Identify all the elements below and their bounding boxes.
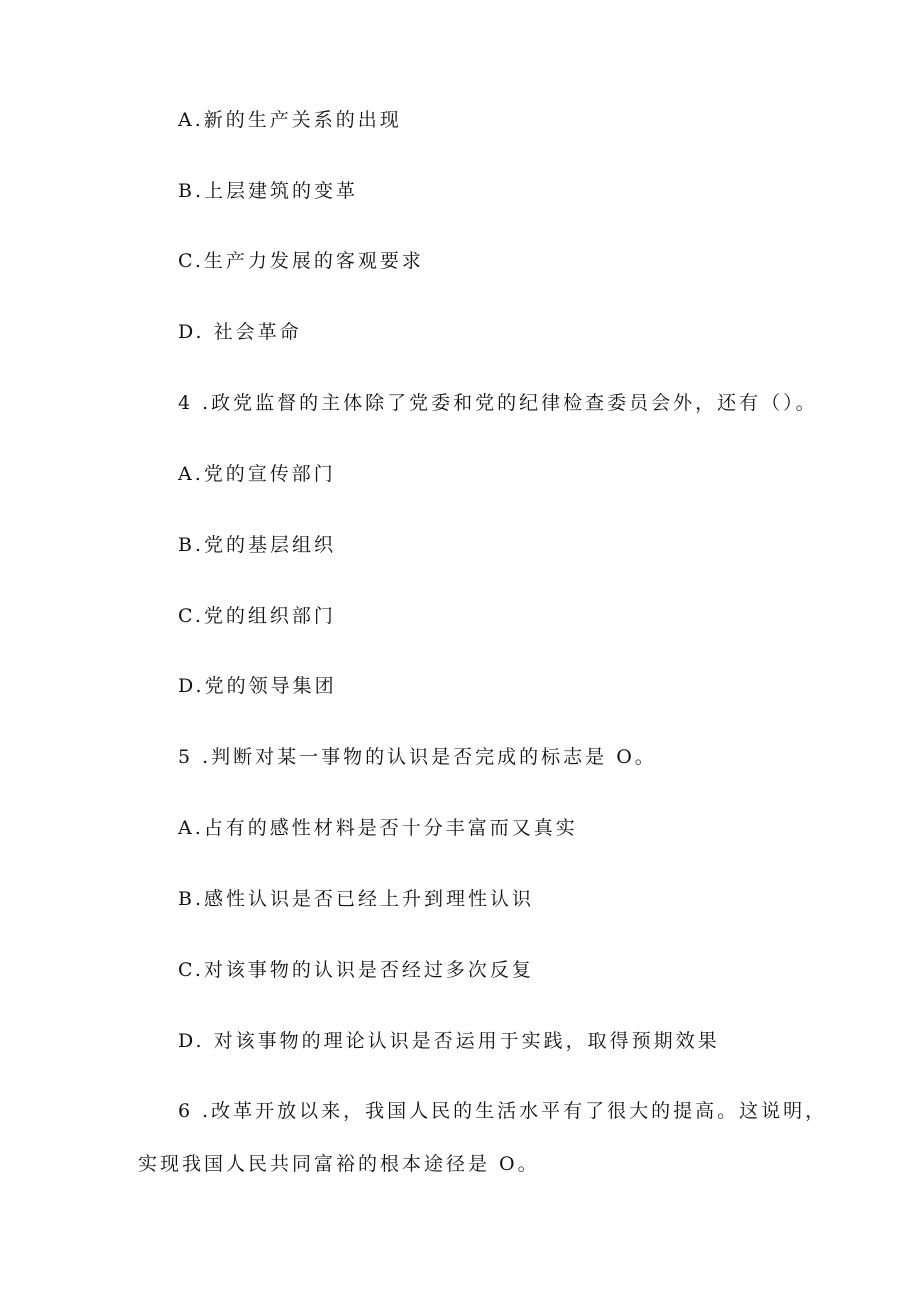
- question-5: 5 .判断对某一事物的认识是否完成的标志是 O。: [178, 746, 657, 768]
- option-a-q4: A.党的宣传部门: [178, 463, 336, 485]
- option-b-q3: B.上层建筑的变革: [178, 180, 359, 202]
- option-c-q5: C.对该事物的认识是否经过多次反复: [178, 959, 534, 981]
- question-6: 6 .改革开放以来，我国人民的生活水平有了很大的提高。这说明，: [178, 1100, 828, 1122]
- option-a-q3: A.新的生产关系的出现: [178, 109, 402, 131]
- option-a-q5: A.占有的感性材料是否十分丰富而又真实: [178, 817, 578, 839]
- option-b-q5: B.感性认识是否已经上升到理性认识: [178, 888, 535, 910]
- option-b-q4: B.党的基层组织: [178, 534, 337, 556]
- question-4: 4 .政党监督的主体除了党委和党的纪律检查委员会外，还有（）。: [178, 392, 818, 414]
- option-d-q4: D.党的领导集团: [178, 675, 337, 697]
- option-d-q3: D. 社会革命: [178, 321, 302, 343]
- option-d-q5: D. 对该事物的理论认识是否运用于实践，取得预期效果: [178, 1030, 720, 1052]
- option-c-q4: C.党的组织部门: [178, 605, 336, 627]
- option-c-q3: C.生产力发展的客观要求: [178, 250, 424, 272]
- question-6-continued: 实现我国人民共同富裕的根本途径是 O。: [138, 1153, 540, 1175]
